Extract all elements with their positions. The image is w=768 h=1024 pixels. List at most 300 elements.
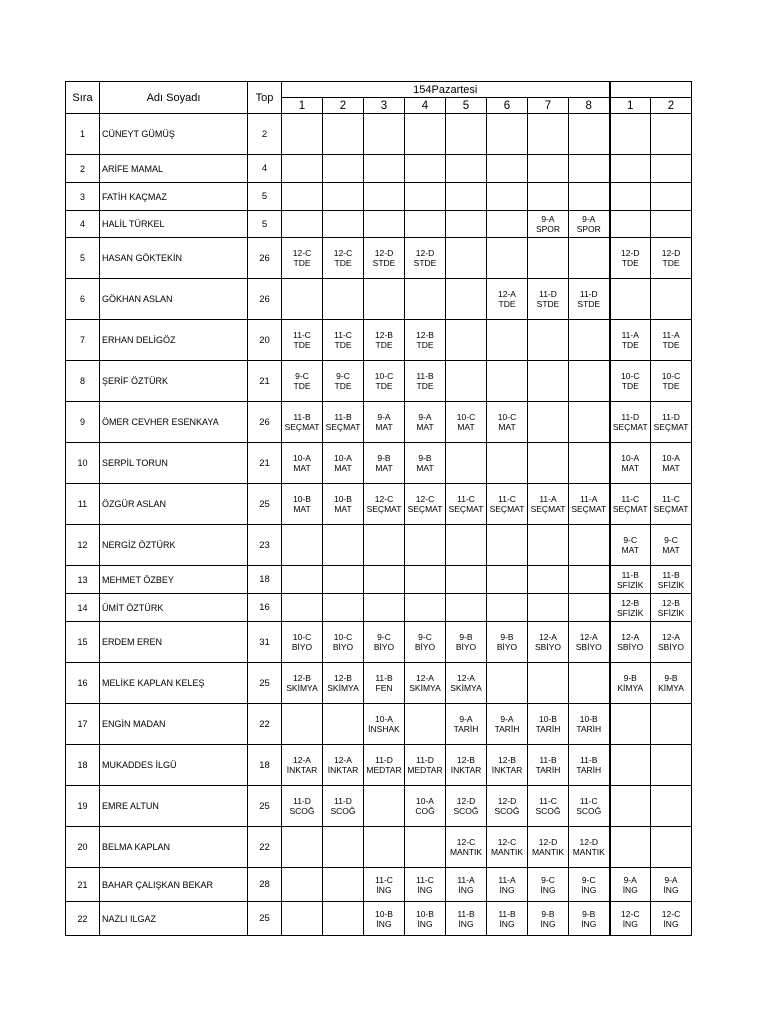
lesson-class: 10-C — [621, 371, 640, 381]
lesson-cell — [569, 594, 610, 622]
lesson-class: 10-A — [334, 453, 352, 463]
header-period: 6 — [487, 98, 528, 114]
table-row — [66, 525, 692, 566]
lesson-cell — [323, 745, 364, 786]
lesson-class: 12-B — [621, 597, 640, 608]
lesson-cell — [282, 704, 323, 745]
row-number: 7 — [66, 320, 100, 361]
lesson-class: 12-A — [621, 632, 640, 642]
lesson-class: 9-C — [623, 535, 638, 545]
lesson-subject: MAT — [375, 422, 393, 432]
lesson-cell — [651, 443, 692, 484]
lesson-class: 11-B — [416, 371, 434, 381]
lesson-class: 12-C — [333, 248, 353, 258]
lesson-class: 9-A — [541, 214, 555, 224]
teacher-name: ŞERİF ÖZTÜRK — [100, 361, 248, 402]
lesson-class: 9-B — [500, 632, 514, 642]
header-period: 8 — [569, 98, 610, 114]
lesson-class: 11-A — [457, 874, 475, 885]
lesson-subject: TDE — [498, 299, 516, 309]
lesson-cell — [528, 566, 569, 594]
lesson-subject: TARİH — [576, 724, 602, 734]
lesson-cell — [323, 238, 364, 279]
lesson-class: 11-C — [293, 330, 311, 340]
lesson-subject: MAT — [621, 545, 639, 555]
lesson-class: 10-C — [497, 412, 517, 422]
teacher-name: MUKADDES İLGÜ — [100, 745, 248, 786]
lesson-subject: SKİMYA — [286, 683, 318, 693]
lesson-cell — [364, 279, 405, 320]
lesson-cell — [446, 238, 487, 279]
lesson-cell — [405, 704, 446, 745]
lesson-cell — [323, 622, 364, 663]
lesson-cell — [405, 663, 446, 704]
teacher-name: ÖZGÜR ASLAN — [100, 484, 248, 525]
table-row — [66, 704, 692, 745]
lesson-subject: İNKTAR — [286, 765, 318, 775]
lesson-subject: SEÇMAT — [325, 422, 361, 432]
lesson-cell — [323, 902, 364, 936]
lesson-cell — [323, 663, 364, 704]
lesson-class: 12-C — [621, 908, 640, 919]
lesson-cell — [487, 704, 528, 745]
lesson-cell — [446, 279, 487, 320]
lesson-class: 11-A — [662, 330, 680, 340]
lesson-subject: TDE — [293, 381, 311, 391]
lesson-subject: MANTIK — [490, 847, 524, 857]
lesson-cell — [282, 745, 323, 786]
lesson-subject: İNG — [663, 884, 679, 895]
lesson-class: 11-C — [621, 494, 640, 504]
lesson-cell — [569, 402, 610, 443]
lesson-cell — [282, 320, 323, 361]
lesson-cell — [651, 704, 692, 745]
lesson-class: 9-A — [500, 714, 514, 724]
lesson-subject: SFİZİK — [657, 607, 685, 618]
lesson-cell — [364, 238, 405, 279]
lesson-cell — [364, 786, 405, 827]
total-hours: 2 — [248, 114, 282, 155]
lesson-subject: İNG — [417, 884, 433, 895]
lesson-cell — [569, 704, 610, 745]
lesson-cell — [364, 484, 405, 525]
lesson-subject: İNG — [622, 884, 638, 895]
lesson-class: 10-C — [374, 371, 394, 381]
lesson-class: 12-D — [374, 248, 394, 258]
lesson-cell — [405, 902, 446, 936]
lesson-class: 9-B — [418, 453, 432, 463]
lesson-cell — [487, 238, 528, 279]
row-number: 8 — [66, 361, 100, 402]
lesson-cell — [651, 525, 692, 566]
total-hours: 22 — [248, 704, 282, 745]
row-number: 18 — [66, 745, 100, 786]
lesson-cell — [651, 868, 692, 902]
lesson-cell — [487, 663, 528, 704]
lesson-class: 11-B — [539, 755, 557, 765]
lesson-class: 12-C — [374, 494, 394, 504]
total-hours: 25 — [248, 902, 282, 936]
table-row — [66, 238, 692, 279]
lesson-subject: MAT — [375, 463, 393, 473]
row-number: 5 — [66, 238, 100, 279]
lesson-subject: TDE — [621, 258, 639, 268]
lesson-cell — [446, 622, 487, 663]
lesson-cell — [446, 155, 487, 183]
lesson-cell — [651, 114, 692, 155]
lesson-cell — [569, 279, 610, 320]
total-hours: 25 — [248, 484, 282, 525]
total-hours: 26 — [248, 279, 282, 320]
lesson-class: 12-A — [457, 673, 475, 683]
lesson-cell — [405, 745, 446, 786]
lesson-class: 12-A — [334, 755, 352, 765]
lesson-cell — [651, 484, 692, 525]
lesson-subject: TARİH — [453, 724, 479, 734]
lesson-subject: İNKTAR — [327, 765, 359, 775]
teacher-name: SERPİL TORUN — [100, 443, 248, 484]
header-period: 7 — [528, 98, 569, 114]
lesson-subject: TDE — [416, 381, 434, 391]
lesson-subject: STDE — [372, 258, 396, 268]
teacher-name: GÖKHAN ASLAN — [100, 279, 248, 320]
table-row — [66, 745, 692, 786]
lesson-cell — [487, 484, 528, 525]
lesson-subject: TDE — [662, 258, 680, 268]
lesson-subject: TDE — [416, 340, 434, 350]
lesson-cell — [405, 361, 446, 402]
lesson-class: 11-C — [498, 494, 516, 504]
lesson-cell — [610, 704, 651, 745]
lesson-subject: SFİZİK — [617, 607, 644, 618]
lesson-class: 12-B — [416, 330, 434, 340]
lesson-subject: BİYO — [291, 642, 313, 652]
lesson-class: 11-B — [457, 908, 475, 919]
lesson-cell — [610, 663, 651, 704]
lesson-class: 12-C — [292, 248, 312, 258]
lesson-cell — [323, 594, 364, 622]
lesson-class: 10-B — [579, 714, 598, 724]
lesson-cell — [405, 279, 446, 320]
total-hours: 18 — [248, 566, 282, 594]
lesson-cell — [487, 622, 528, 663]
lesson-cell — [282, 663, 323, 704]
lesson-cell — [610, 320, 651, 361]
lesson-cell — [528, 183, 569, 211]
lesson-class: 11-B — [621, 569, 639, 580]
lesson-subject: STDE — [413, 258, 437, 268]
lesson-subject: MAT — [293, 504, 311, 514]
table-row — [66, 786, 692, 827]
lesson-cell — [405, 566, 446, 594]
lesson-class: 10-C — [456, 412, 476, 422]
header-next-period: 2 — [651, 98, 692, 114]
lesson-class: 11-B — [498, 908, 516, 919]
lesson-class: 9-C — [581, 874, 596, 885]
lesson-cell — [405, 402, 446, 443]
lesson-subject: TARİH — [576, 765, 602, 775]
lesson-cell — [446, 902, 487, 936]
lesson-subject: SCOĞ — [453, 806, 479, 816]
lesson-class: 12-A — [539, 632, 557, 642]
lesson-subject: SEÇMAT — [448, 504, 484, 514]
lesson-class: 11-B — [334, 412, 352, 422]
table-row — [66, 183, 692, 211]
lesson-class: 9-C — [377, 632, 391, 642]
lesson-class: 12-A — [579, 632, 598, 642]
lesson-cell — [569, 183, 610, 211]
header-period: 5 — [446, 98, 487, 114]
lesson-subject: SEÇMAT — [612, 504, 648, 514]
lesson-subject: İNG — [499, 884, 515, 895]
lesson-cell — [528, 622, 569, 663]
lesson-cell — [651, 211, 692, 238]
row-number: 3 — [66, 183, 100, 211]
lesson-cell — [528, 704, 569, 745]
lesson-subject: TDE — [375, 381, 393, 391]
lesson-cell — [528, 402, 569, 443]
lesson-class: 9-B — [623, 673, 637, 683]
header-sira: Sıra — [66, 82, 100, 114]
lesson-cell — [405, 183, 446, 211]
lesson-cell — [446, 320, 487, 361]
lesson-cell — [282, 402, 323, 443]
teacher-name: BELMA KAPLAN — [100, 827, 248, 868]
lesson-cell — [610, 211, 651, 238]
lesson-cell — [610, 402, 651, 443]
row-number: 19 — [66, 786, 100, 827]
total-hours: 26 — [248, 402, 282, 443]
lesson-cell — [610, 484, 651, 525]
lesson-subject: FEN — [375, 683, 393, 693]
lesson-subject: SPOR — [535, 224, 561, 234]
lesson-class: 11-D — [416, 755, 434, 765]
lesson-subject: STDE — [536, 299, 560, 309]
lesson-cell — [282, 238, 323, 279]
lesson-subject: KİMYA — [617, 683, 644, 693]
lesson-subject: İNKTAR — [450, 765, 482, 775]
lesson-cell — [364, 525, 405, 566]
lesson-cell — [282, 902, 323, 936]
lesson-subject: SFİZİK — [617, 579, 644, 590]
row-number: 9 — [66, 402, 100, 443]
lesson-cell — [364, 704, 405, 745]
row-number: 17 — [66, 704, 100, 745]
teacher-name: NERGİZ ÖZTÜRK — [100, 525, 248, 566]
total-hours: 21 — [248, 443, 282, 484]
table-row — [66, 279, 692, 320]
lesson-subject: İNKTAR — [491, 765, 523, 775]
lesson-subject: MAT — [457, 422, 475, 432]
lesson-subject: SKİMYA — [327, 683, 359, 693]
lesson-class: 10-A — [621, 453, 640, 463]
total-hours: 25 — [248, 663, 282, 704]
lesson-cell — [487, 443, 528, 484]
lesson-cell — [282, 622, 323, 663]
lesson-cell — [569, 443, 610, 484]
lesson-cell — [364, 868, 405, 902]
lesson-subject: SCOĞ — [289, 806, 315, 816]
lesson-cell — [610, 238, 651, 279]
lesson-cell — [446, 745, 487, 786]
lesson-class: 11-D — [375, 755, 393, 765]
lesson-class: 9-A — [664, 874, 678, 885]
lesson-subject: TDE — [293, 258, 311, 268]
lesson-cell — [487, 902, 528, 936]
table-row — [66, 402, 692, 443]
total-hours: 5 — [248, 183, 282, 211]
teacher-name: MEHMET ÖZBEY — [100, 566, 248, 594]
lesson-cell — [528, 663, 569, 704]
teacher-name: ÖMER CEVHER ESENKAYA — [100, 402, 248, 443]
lesson-cell — [405, 525, 446, 566]
lesson-class: 10-A — [662, 453, 680, 463]
lesson-class: 12-B — [498, 755, 516, 765]
lesson-cell — [446, 361, 487, 402]
table-row — [66, 902, 692, 936]
lesson-class: 11-B — [375, 673, 393, 683]
lesson-subject: MAT — [662, 463, 680, 473]
teacher-name: HALİL TÜRKEL — [100, 211, 248, 238]
lesson-subject: TDE — [334, 258, 352, 268]
lesson-cell — [405, 622, 446, 663]
total-hours: 22 — [248, 827, 282, 868]
lesson-subject: SKİMYA — [450, 683, 482, 693]
lesson-class: 9-B — [459, 632, 473, 642]
lesson-cell — [364, 622, 405, 663]
lesson-class: 10-A — [416, 796, 434, 806]
lesson-class: 9-A — [623, 874, 637, 885]
lesson-cell — [487, 114, 528, 155]
lesson-subject: SBİYO — [575, 642, 602, 652]
lesson-subject: SCOĞ — [576, 806, 602, 816]
teacher-name: ERHAN DELİGÖZ — [100, 320, 248, 361]
lesson-cell — [364, 155, 405, 183]
lesson-cell — [364, 745, 405, 786]
header-period: 1 — [282, 98, 323, 114]
lesson-cell — [446, 704, 487, 745]
lesson-cell — [569, 361, 610, 402]
lesson-cell — [610, 827, 651, 868]
lesson-class: 10-B — [334, 494, 352, 504]
header-period: 3 — [364, 98, 405, 114]
lesson-cell — [282, 443, 323, 484]
lesson-subject: SCOĞ — [330, 806, 356, 816]
lesson-cell — [610, 114, 651, 155]
lesson-cell — [651, 183, 692, 211]
teacher-name: FATİH KAÇMAZ — [100, 183, 248, 211]
lesson-subject: MANTIK — [449, 847, 483, 857]
teacher-name: ARİFE MAMAL — [100, 155, 248, 183]
lesson-subject: TDE — [293, 340, 311, 350]
lesson-subject: SEÇMAT — [612, 422, 648, 432]
lesson-subject: İNG — [581, 918, 597, 929]
lesson-cell — [651, 622, 692, 663]
lesson-cell — [323, 704, 364, 745]
lesson-cell — [323, 155, 364, 183]
lesson-cell — [364, 361, 405, 402]
lesson-cell — [610, 183, 651, 211]
lesson-cell — [282, 594, 323, 622]
lesson-cell — [446, 663, 487, 704]
lesson-class: 9-C — [664, 535, 678, 545]
lesson-cell — [323, 484, 364, 525]
lesson-cell — [528, 320, 569, 361]
lesson-cell — [282, 566, 323, 594]
lesson-cell — [610, 902, 651, 936]
lesson-class: 11-C — [457, 494, 475, 504]
lesson-class: 11-D — [579, 289, 598, 299]
lesson-cell — [569, 663, 610, 704]
lesson-subject: İNG — [663, 918, 679, 929]
teacher-name: ENGİN MADAN — [100, 704, 248, 745]
lesson-subject: SPOR — [576, 224, 601, 234]
header-name: Adı Soyadı — [100, 82, 248, 114]
lesson-cell — [651, 238, 692, 279]
teacher-name: NAZLI ILGAZ — [100, 902, 248, 936]
lesson-cell — [446, 443, 487, 484]
lesson-class: 12-C — [415, 494, 435, 504]
lesson-cell — [282, 786, 323, 827]
lesson-subject: SBİYO — [658, 642, 684, 652]
header-period: 2 — [323, 98, 364, 114]
lesson-cell — [651, 361, 692, 402]
lesson-cell — [528, 238, 569, 279]
lesson-cell — [446, 484, 487, 525]
table-row — [66, 484, 692, 525]
table-row — [66, 566, 692, 594]
lesson-class: 9-A — [459, 714, 473, 724]
lesson-class: 12-C — [661, 908, 681, 919]
row-number: 2 — [66, 155, 100, 183]
lesson-class: 12-D — [538, 837, 558, 847]
lesson-subject: TDE — [375, 340, 393, 350]
lesson-cell — [323, 827, 364, 868]
lesson-subject: MAT — [416, 463, 434, 473]
lesson-cell — [528, 484, 569, 525]
lesson-subject: MAT — [662, 545, 680, 555]
lesson-cell — [487, 183, 528, 211]
lesson-cell — [446, 827, 487, 868]
lesson-subject: MANTIK — [531, 847, 565, 857]
lesson-subject: SFİZİK — [657, 579, 685, 590]
lesson-class: 12-A — [293, 755, 311, 765]
lesson-class: 12-B — [334, 673, 352, 683]
lesson-cell — [364, 320, 405, 361]
lesson-cell — [651, 155, 692, 183]
lesson-cell — [651, 827, 692, 868]
lesson-class: 11-D — [293, 796, 311, 806]
row-number: 4 — [66, 211, 100, 238]
lesson-cell — [405, 320, 446, 361]
lesson-class: 11-A — [498, 874, 516, 885]
lesson-subject: İNG — [622, 918, 638, 929]
lesson-cell — [569, 745, 610, 786]
lesson-cell — [528, 279, 569, 320]
lesson-subject: TDE — [621, 340, 639, 350]
lesson-class: 10-A — [375, 714, 393, 724]
teacher-name: ÜMİT ÖZTÜRK — [100, 594, 248, 622]
lesson-class: 12-D — [497, 796, 517, 806]
row-number: 14 — [66, 594, 100, 622]
lesson-cell — [610, 155, 651, 183]
lesson-subject: MAT — [498, 422, 516, 432]
lesson-cell — [569, 238, 610, 279]
lesson-class: 9-C — [295, 371, 309, 381]
lesson-class: 11-D — [621, 412, 640, 422]
lesson-class: 12-A — [416, 673, 434, 683]
lesson-cell — [446, 402, 487, 443]
